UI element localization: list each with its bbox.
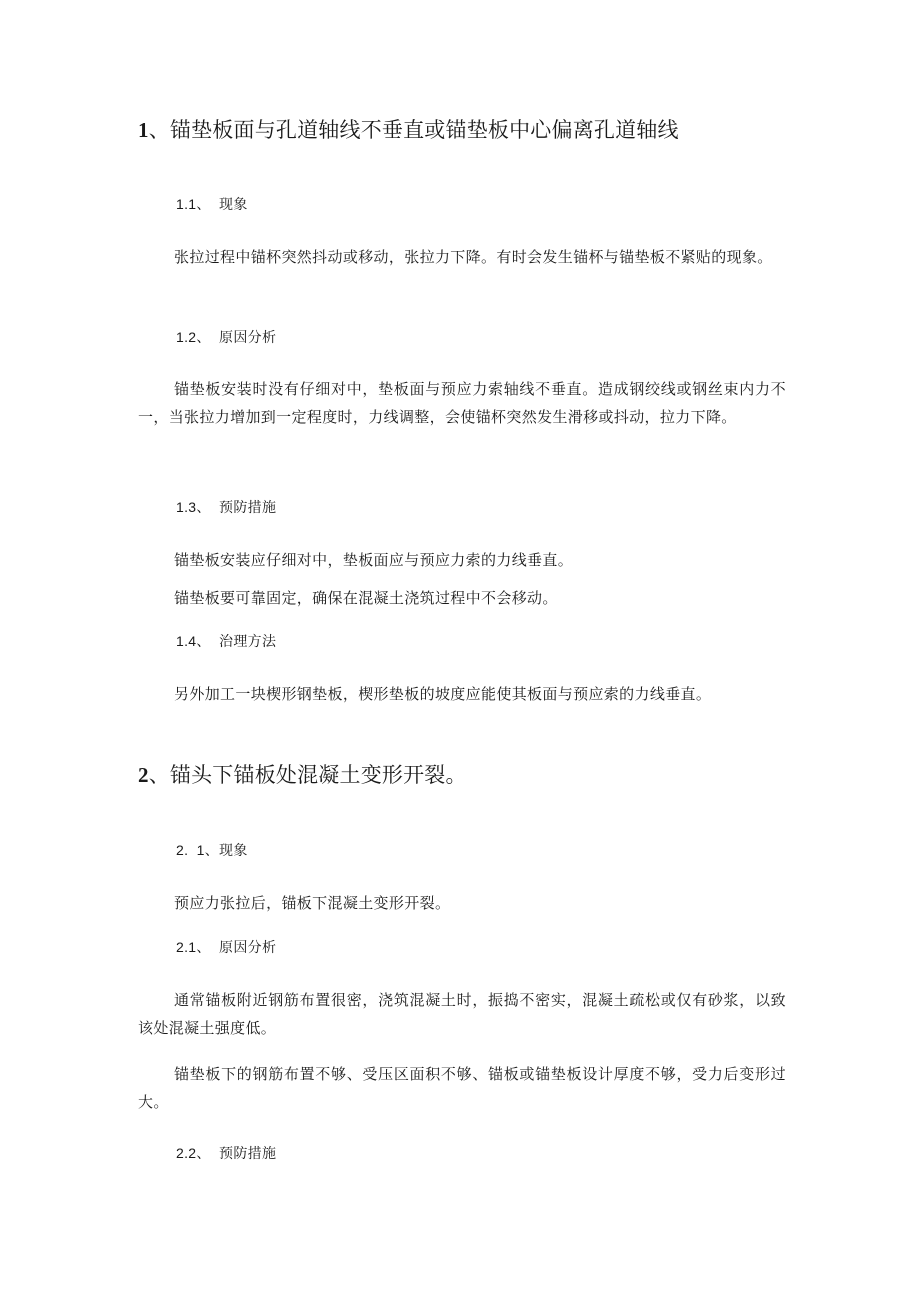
subsection-1-4-heading: 1.4、 治理方法 (176, 633, 277, 649)
section-1-heading (138, 114, 679, 144)
subsection-1-2-paragraph: 锚垫板安装时没有仔细对中，垫板面与预应力索轴线不垂直。造成钢绞线或钢丝束内力不一，当张拉力增加到一定程度时，力线调整，会使锚杯突然发生滑移或抖动，拉力下降。 (138, 380, 786, 426)
section-2-number: 2 (138, 763, 149, 787)
section-1-title: 、锚垫板面与孔道轴线不垂直或锚垫板中心偏离孔道轴线 (148, 118, 679, 142)
subsection-2-1-paragraph-2: 锚垫板下的钢筋布置不够、受压区面积不够、锚板或锚垫板设计厚度不够，受力后变形过大。 (138, 1065, 786, 1111)
subsection-1-3-paragraph-1: 锚垫板安装应仔细对中，垫板面应与预应力索的力线垂直。 (174, 551, 574, 569)
subsection-2-0-heading: 2. 1、现象 (176, 842, 248, 858)
subsection-1-4-paragraph: 另外加工一块楔形钢垫板，楔形垫板的坡度应能使其板面与预应索的力线垂直。 (174, 685, 712, 703)
subsection-1-1-heading: 1.1、 现象 (176, 196, 248, 212)
subsection-2-1-paragraph-1: 通常锚板附近钢筋布置很密，浇筑混凝土时，振捣不密实，混凝土疏松或仅有砂浆，以致该处混凝土强度低。 (138, 991, 786, 1037)
subsection-1-1-paragraph: 张拉过程中锚杯突然抖动或移动，张拉力下降。有时会发生锚杯与锚垫板不紧贴的现象。 (174, 248, 773, 266)
subsection-1-3-heading: 1.3、 预防措施 (176, 499, 277, 515)
subsection-2-0-paragraph: 预应力张拉后，锚板下混凝土变形开裂。 (174, 894, 451, 912)
section-2-title: 、锚头下锚板处混凝土变形开裂。 (148, 763, 467, 787)
subsection-2-1-heading: 2.1、 原因分析 (176, 939, 277, 955)
section-1-number: 1 (138, 118, 149, 142)
subsection-1-2-heading: 1.2、 原因分析 (176, 329, 277, 345)
subsection-2-2-heading: 2.2、 预防措施 (176, 1145, 277, 1161)
section-2-heading (138, 759, 467, 789)
subsection-1-3-paragraph-2: 锚垫板要可靠固定，确保在混凝土浇筑过程中不会移动。 (174, 589, 558, 607)
